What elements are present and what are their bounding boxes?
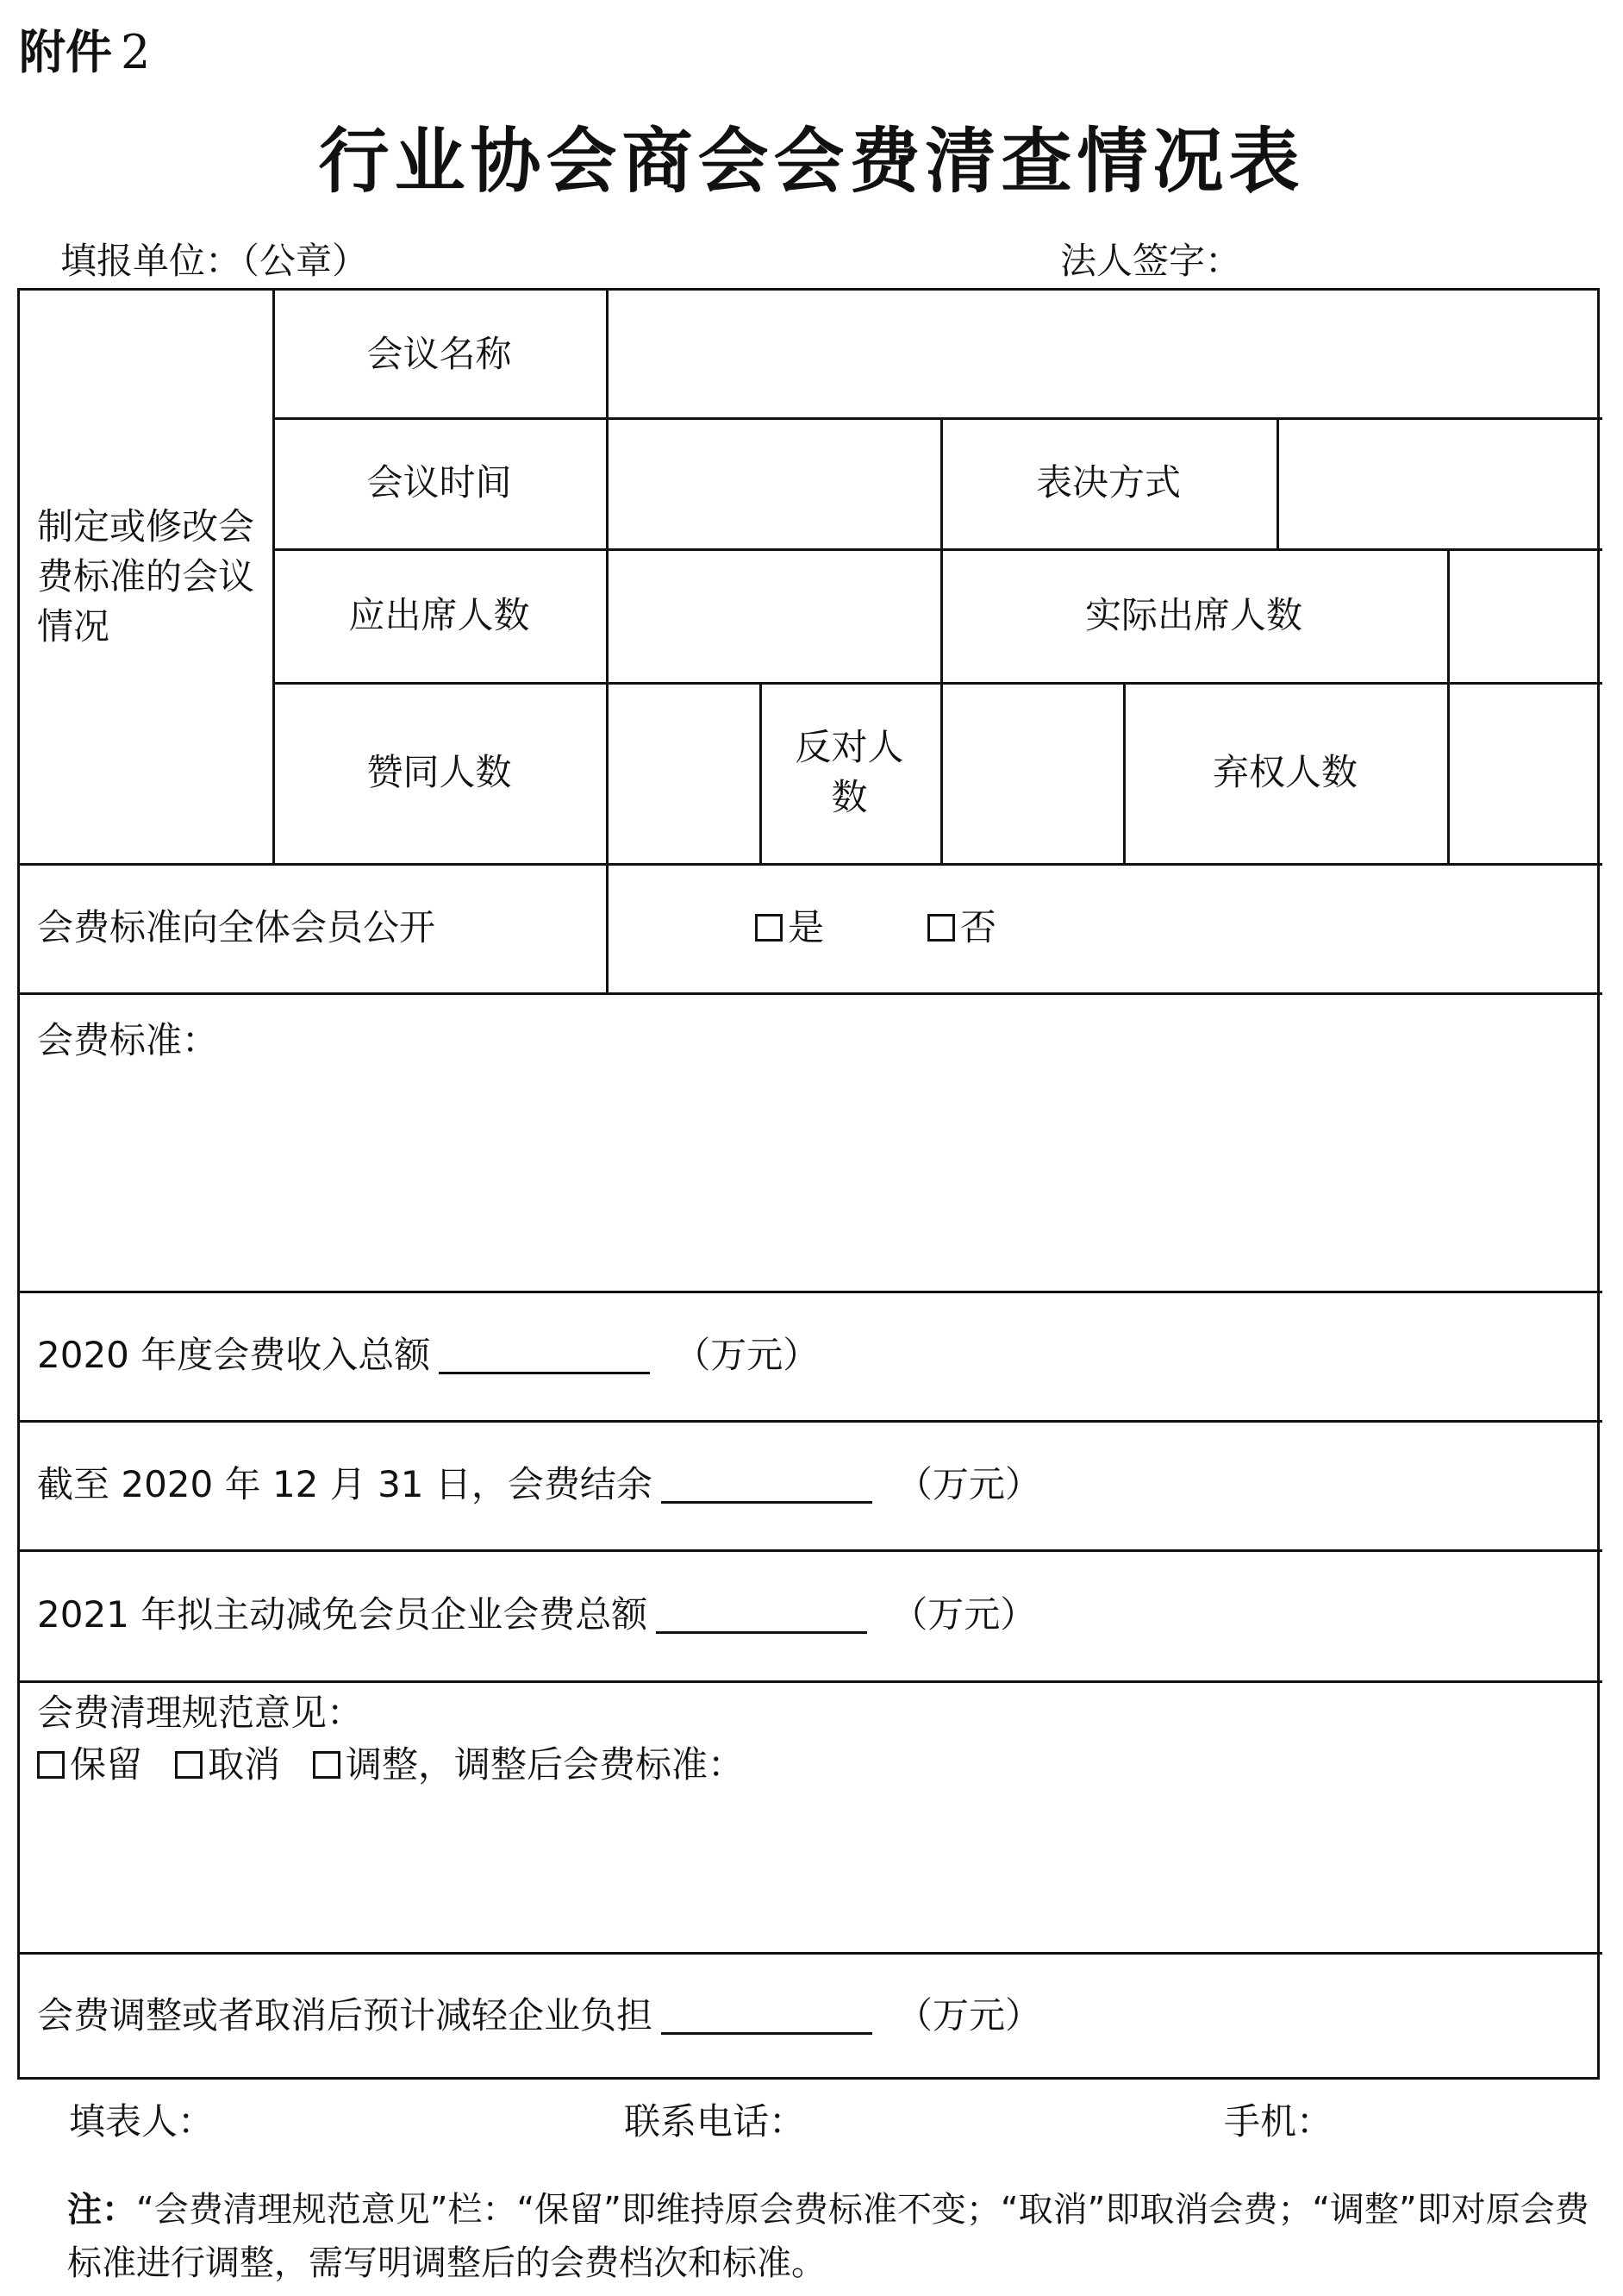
meeting-name-field[interactable]: [609, 291, 1600, 417]
adjust-label: 调整，调整后会费标准：: [346, 1743, 745, 1786]
note: [67, 2183, 1601, 2290]
opinion-label: 会费清理规范意见：: [37, 1692, 364, 1734]
fee-table: [17, 288, 1600, 2080]
actual-attend-label: 实际出席人数: [1084, 593, 1302, 636]
no-checkbox[interactable]: [927, 914, 955, 942]
keep-label: 保留: [70, 1743, 143, 1786]
page-title: 行业协会商会会费清查情况表: [318, 121, 1305, 203]
yes-checkbox[interactable]: [755, 914, 783, 942]
burden-row: [37, 1952, 1589, 2080]
reduction-row: [37, 1549, 1589, 1680]
vote-method-field[interactable]: [1279, 420, 1600, 548]
burden-unit: （万元）: [896, 1994, 1042, 2036]
vote-method-label: 表决方式: [1035, 461, 1181, 504]
reduction-unit: （万元）: [891, 1593, 1037, 1636]
note-text: “会费清理规范意见”栏：“保留”即维持原会费标准不变；“取消”即取消会费；“调整”即对原会费标准进行调整，需写明调整后的会费档次和标准。: [67, 2190, 1589, 2283]
balance-unit: （万元）: [896, 1463, 1041, 1505]
attachment-word: 附件: [19, 25, 112, 79]
attachment-label: [19, 16, 150, 82]
adjusted-standard-field[interactable]: [37, 1799, 1585, 1946]
income-blank[interactable]: [439, 1337, 650, 1374]
should-attend-field[interactable]: [609, 551, 940, 682]
meeting-time-label: 会议时间: [366, 461, 512, 504]
balance-row: [37, 1420, 1589, 1549]
phone-label: 联系电话：: [624, 2100, 806, 2143]
disclosure-yes[interactable]: [755, 863, 927, 992]
fee-standard-label: 会费标准：: [37, 1019, 219, 1061]
approve-field[interactable]: [609, 685, 759, 863]
cancel-label: 取消: [208, 1743, 281, 1786]
should-attend-label: 应出席人数: [348, 593, 530, 636]
income-unit: （万元）: [674, 1334, 820, 1376]
adjust-checkbox[interactable]: [313, 1751, 340, 1779]
oppose-label: 反对人数: [795, 726, 904, 818]
meeting-name-label: 会议名称: [366, 332, 512, 375]
burden-label: 会费调整或者取消后预计减轻企业负担: [37, 1994, 653, 2036]
oppose-field[interactable]: [943, 685, 1123, 863]
balance-blank[interactable]: [661, 1467, 872, 1504]
cancel-checkbox[interactable]: [175, 1751, 203, 1779]
mobile-label: 手机：: [1224, 2100, 1333, 2143]
burden-blank[interactable]: [661, 1998, 872, 2035]
approve-label: 赞同人数: [366, 751, 512, 793]
reduction-label: 2021 年拟主动减免会员企业会费总额: [37, 1593, 648, 1636]
keep-checkbox[interactable]: [37, 1751, 65, 1779]
reduction-blank[interactable]: [656, 1597, 867, 1634]
abstain-field[interactable]: [1450, 685, 1600, 863]
income-label: 2020 年度会费收入总额: [37, 1334, 431, 1376]
abstain-label: 弃权人数: [1212, 751, 1358, 793]
attachment-number: 2: [121, 25, 151, 79]
no-label: 否: [960, 906, 997, 948]
yes-label: 是: [788, 906, 825, 948]
balance-label: 截至 2020 年 12 月 31 日，会费结余: [37, 1463, 652, 1505]
disclosure-no[interactable]: [927, 863, 1100, 992]
filler-label: 填表人：: [69, 2100, 215, 2143]
disclosure-label: 会费标准向全体会员公开: [37, 906, 436, 948]
income-row: [37, 1291, 1589, 1420]
legal-person-label: 法人签字：: [1060, 240, 1242, 282]
meeting-section-label: 制定或修改会费标准的会议情况: [37, 505, 255, 648]
meeting-time-field[interactable]: [609, 420, 940, 548]
note-prefix: 注：: [67, 2190, 136, 2230]
opinion-options: [37, 1739, 1585, 1791]
fee-standard-field[interactable]: [37, 1075, 1585, 1282]
fill-unit-label: 填报单位：（公章）: [60, 240, 369, 282]
actual-attend-field[interactable]: [1450, 551, 1600, 682]
